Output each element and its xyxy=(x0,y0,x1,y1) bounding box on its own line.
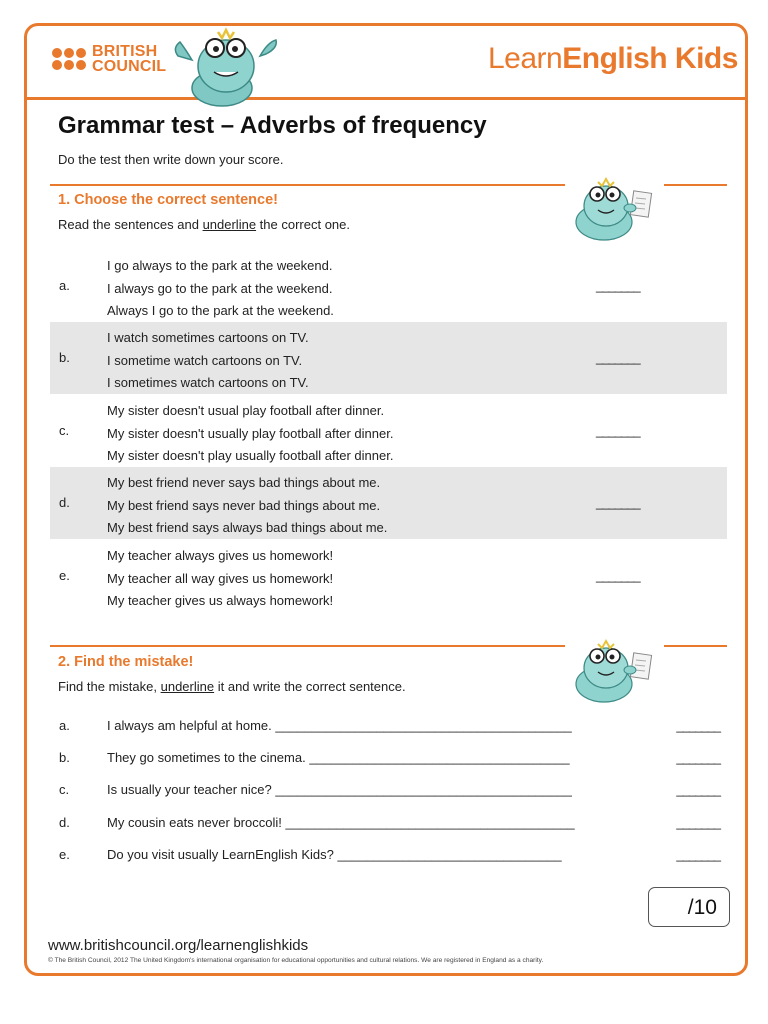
section2-rule-right xyxy=(664,645,727,647)
monster-reading-icon xyxy=(566,638,662,706)
option-sentence[interactable]: I go always to the park at the weekend. xyxy=(107,258,333,273)
option-sentence[interactable]: My sister doesn't usual play football after dinner. xyxy=(107,403,385,418)
question-letter: a. xyxy=(59,278,70,293)
mistake-row-d xyxy=(50,815,727,835)
option-sentence[interactable]: I always go to the park at the weekend. xyxy=(107,280,333,296)
question-row-a xyxy=(50,250,727,322)
header-divider xyxy=(24,97,748,100)
question-row-b xyxy=(50,322,727,394)
monster-mascot-icon xyxy=(168,26,288,108)
question-letter: c. xyxy=(59,423,70,438)
answer-blank[interactable]: _______ xyxy=(596,278,640,293)
score-total: /10 xyxy=(687,896,717,919)
british-council-logo xyxy=(52,44,166,74)
question-letter: b. xyxy=(59,350,70,365)
question-row-e xyxy=(50,540,727,612)
question-row-c xyxy=(50,395,727,467)
section1-rule-right xyxy=(664,184,727,186)
bc-logo-line1: BRITISH xyxy=(92,43,158,60)
option-sentence[interactable]: My best friend never says bad things about me. xyxy=(107,475,381,490)
answer-blank[interactable]: _______ xyxy=(676,750,720,765)
bc-logo-line2: COUNCIL xyxy=(92,58,167,75)
question-row-d xyxy=(50,467,727,539)
answer-blank[interactable]: _______ xyxy=(596,423,640,438)
option-sentence[interactable]: I sometimes watch cartoons on TV. xyxy=(107,375,309,390)
page-subtitle: Do the test then write down your score. xyxy=(58,152,284,167)
section2-rule-left xyxy=(50,645,565,647)
mistake-row-e xyxy=(50,847,727,867)
answer-blank[interactable]: _______ xyxy=(676,782,720,797)
mistake-sentence[interactable]: They go sometimes to the cinema. ____________________________________ xyxy=(107,750,570,765)
item-letter: e. xyxy=(59,847,70,862)
mistake-sentence[interactable]: Do you visit usually LearnEnglish Kids? _______________________________ xyxy=(107,847,562,862)
answer-blank[interactable]: _______ xyxy=(596,568,640,583)
section1-title: 1. Choose the correct sentence! xyxy=(58,192,278,208)
mistake-sentence[interactable]: Is usually your teacher nice? _________________________________________ xyxy=(107,782,572,797)
item-letter: a. xyxy=(59,718,70,733)
answer-blank[interactable]: _______ xyxy=(676,718,720,733)
question-letter: e. xyxy=(59,568,70,583)
section2-title: 2. Find the mistake! xyxy=(58,654,194,670)
option-sentence[interactable]: My teacher gives us always homework! xyxy=(107,593,334,608)
section1-instructions: Read the sentences and underline the correct one. xyxy=(58,217,351,232)
option-sentence[interactable]: My teacher always gives us homework! xyxy=(107,548,334,563)
mistake-row-b xyxy=(50,750,727,770)
page-title: Grammar test – Adverbs of frequency xyxy=(58,112,487,139)
footer-copyright: © The British Council, 2012 The United Kingdom's international organisation for educational opportunities and cultural relations. We are registered in England as a charity. xyxy=(48,957,544,964)
option-sentence[interactable]: My teacher all way gives us homework! xyxy=(107,570,334,586)
monster-reading-icon xyxy=(566,176,662,244)
item-letter: d. xyxy=(59,815,70,830)
answer-blank[interactable]: _______ xyxy=(596,350,640,365)
section1-rule-left xyxy=(50,184,565,186)
mistake-sentence[interactable]: I always am helpful at home. _________________________________________ xyxy=(107,718,572,733)
learnenglish-kids-logo: LearnEnglish Kids xyxy=(488,42,738,75)
item-letter: b. xyxy=(59,750,70,765)
option-sentence[interactable]: I sometime watch cartoons on TV. xyxy=(107,352,303,368)
mistake-row-a xyxy=(50,718,727,738)
bc-dots-icon xyxy=(52,48,86,70)
option-sentence[interactable]: My sister doesn't usually play football after dinner. xyxy=(107,425,394,441)
section2-instructions: Find the mistake, underline it and write the correct sentence. xyxy=(58,679,406,694)
mistake-row-c xyxy=(50,782,727,802)
option-sentence[interactable]: Always I go to the park at the weekend. xyxy=(107,303,334,318)
score-box[interactable] xyxy=(648,887,730,927)
option-sentence[interactable]: My best friend says always bad things about me. xyxy=(107,520,388,535)
mistake-sentence[interactable]: My cousin eats never broccoli! ________________________________________ xyxy=(107,815,575,830)
option-sentence[interactable]: My best friend says never bad things about me. xyxy=(107,497,381,513)
answer-blank[interactable]: _______ xyxy=(596,495,640,510)
answer-blank[interactable]: _______ xyxy=(676,815,720,830)
answer-blank[interactable]: _______ xyxy=(676,847,720,862)
option-sentence[interactable]: I watch sometimes cartoons on TV. xyxy=(107,330,309,345)
question-letter: d. xyxy=(59,495,70,510)
footer-url-link[interactable]: www.britishcouncil.org/learnenglishkids xyxy=(48,937,309,954)
item-letter: c. xyxy=(59,782,70,797)
option-sentence[interactable]: My sister doesn't play usually football after dinner. xyxy=(107,448,394,463)
